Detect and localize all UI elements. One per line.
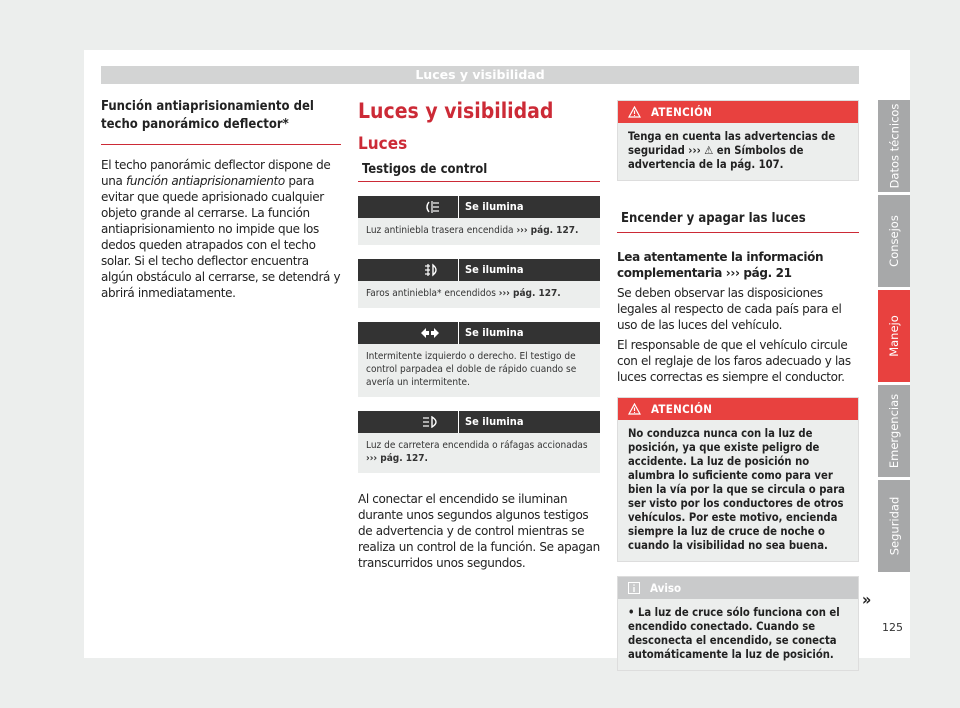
lamp-row <box>358 411 600 473</box>
lamp-row <box>358 322 600 397</box>
rear-fog-light-icon <box>358 196 458 218</box>
tab-datos-tecnicos[interactable] <box>878 100 910 192</box>
note-text: • La luz de cruce sólo funciona con el encendido conectado. Cuando se desconecta el encendido, se conecta automáticamente la luz de posición. <box>628 606 840 661</box>
lamp-description: Intermitente izquierdo o derecho. El testigo de control parpadea el doble de rápido cuando se avería un intermitente. <box>358 344 600 397</box>
warning-header <box>618 101 858 123</box>
lamp-description <box>358 218 600 245</box>
ignition-paragraph: Al conectar el encendido se iluminan durante unos segundos algunos testigos de advertencia y de control mientras se realiza un control de la función. Se apagan transcurridos unos segundos. <box>358 492 600 570</box>
warning-title: ATENCIÓN <box>651 105 713 119</box>
lamp-page-ref: ››› pág. 127. <box>498 288 561 299</box>
continue-arrow-icon: » <box>862 590 872 609</box>
responsibility-paragraph: El responsable de que el vehículo circule con el reglaje de los faros adecuado y las luces correctas es siempre el conductor. <box>617 338 851 384</box>
section-title-lights-onoff: Encender y apagar las luces <box>617 211 859 233</box>
lamp-row <box>358 196 600 245</box>
warning-title: ATENCIÓN <box>651 402 713 416</box>
lamp-desc-text: Luz de carretera encendida o ráfagas accionadas <box>366 440 588 451</box>
tab-emergencias[interactable] <box>878 385 910 477</box>
note-box <box>617 576 859 671</box>
column-left <box>101 98 341 301</box>
note-header <box>618 577 858 599</box>
chapter-tabs <box>878 100 910 575</box>
chapter-title: Luces y visibilidad <box>358 99 554 123</box>
front-fog-light-icon <box>358 259 458 281</box>
lamp-page-ref: ››› pág. 127. <box>516 225 579 236</box>
lamp-page-ref: ››› pág. 127. <box>366 453 428 464</box>
warning-text: Tenga en cuenta las advertencias de seguridad ››› ⚠ en Símbolos de advertencia de la pág. 107. <box>628 130 836 171</box>
sunroof-text-emphasis: función antiaprisionamiento <box>125 174 285 188</box>
warning-triangle-icon <box>628 403 641 415</box>
warning-box <box>617 100 859 181</box>
lamp-row <box>358 259 600 308</box>
note-text-content: La luz de cruce sólo funciona con el encendido conectado. Cuando se desconecta el encendido, se conecta automáticamente la luz de posición. <box>628 606 840 661</box>
sunroof-text-2: para evitar que quede aprisionado cualquier objeto grande al cerrarse. La función antiaprisionamiento no impide que los dedos queden atrapados con el techo solar. Si el techo deflector encuentra algún obstáculo al cerrarse, se detendrá y abrirá inmediatamente. <box>101 174 341 300</box>
lamp-status: Se ilumina <box>458 196 600 218</box>
tab-label: Seguridad <box>887 496 902 556</box>
section-title-indicators: Testigos de control <box>358 162 600 182</box>
warning-triangle-icon <box>628 106 641 118</box>
sunroof-text-1: El techo panorámic deflector dispone de una <box>101 158 331 188</box>
high-beam-icon <box>358 411 458 433</box>
section-title-sunroof: Función antiaprisionamiento del techo panorámico deflector* <box>101 98 341 145</box>
turn-signal-icon <box>358 322 458 344</box>
tab-label: Manejo <box>887 315 902 357</box>
sunroof-paragraph <box>101 157 341 301</box>
tab-seguridad[interactable] <box>878 480 910 572</box>
column-middle <box>358 98 600 571</box>
lamp-status: Se ilumina <box>458 259 600 281</box>
info-icon <box>628 582 640 594</box>
note-title: Aviso <box>650 581 682 595</box>
lamp-description <box>358 433 600 473</box>
chapter-subtitle: Luces <box>358 134 408 154</box>
column-right <box>617 100 859 671</box>
tab-label: Emergencias <box>887 393 902 469</box>
tab-label: Consejos <box>887 215 901 267</box>
lamp-status: Se ilumina <box>458 322 600 344</box>
lamp-status: Se ilumina <box>458 411 600 433</box>
tab-consejos[interactable] <box>878 195 910 287</box>
tab-manejo[interactable] <box>878 290 910 382</box>
warning-text: No conduzca nunca con la luz de posición, ya que existe peligro de accidente. La luz de posición no alumbra lo suficiente como para ver bien la vía por la que se circula o para ser visto por los conductores de otros vehículos. Por este motivo, encienda siempre la luz de cruce de noche o cuando la visibilidad no sea buena. <box>628 427 845 552</box>
warning-header <box>618 398 858 420</box>
legal-paragraph: Se deben observar las disposiciones legales al respecto de cada país para el uso de las luces del vehículo. <box>617 286 842 332</box>
lamp-description <box>358 281 600 308</box>
tab-label: Datos técnicos <box>887 103 901 189</box>
warning-box <box>617 397 859 562</box>
page-number: 125 <box>882 621 903 634</box>
lamp-desc-text: Faros antiniebla* encendidos <box>366 288 496 299</box>
running-header: Luces y visibilidad <box>101 66 859 84</box>
lead-paragraph: Lea atentamente la información complementaria ››› pág. 21 <box>617 250 824 280</box>
lamp-desc-text: Luz antiniebla trasera encendida <box>366 225 514 236</box>
